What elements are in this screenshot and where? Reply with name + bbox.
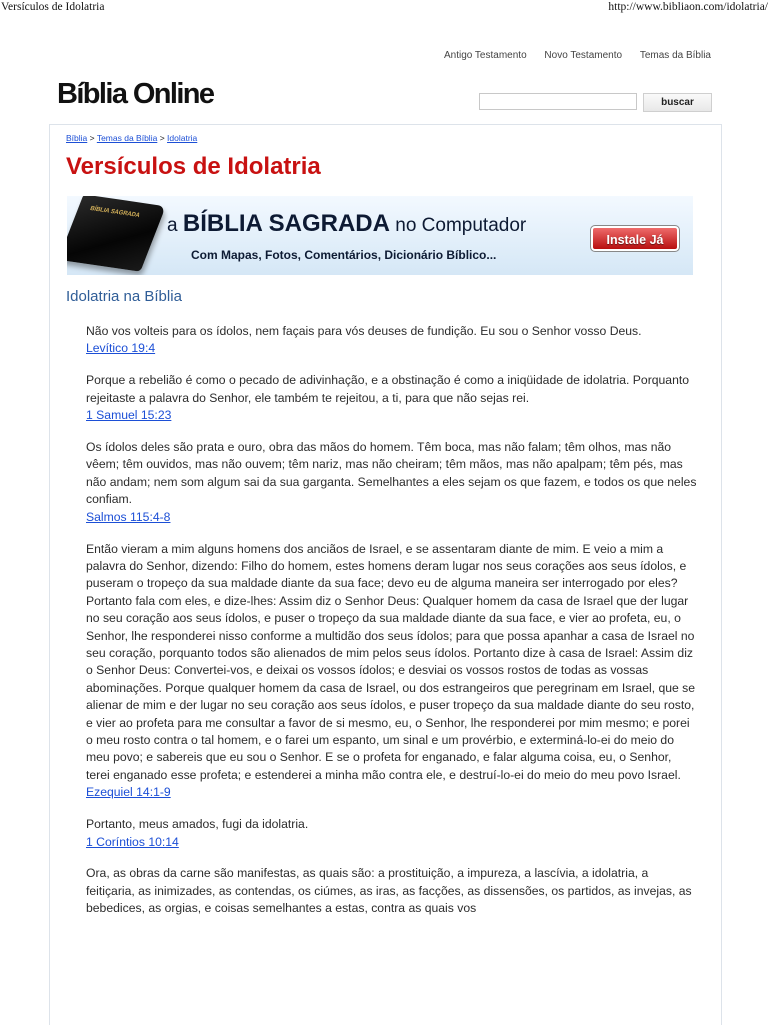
breadcrumb-separator: > (159, 133, 165, 143)
section-heading: Idolatria na Bíblia (66, 288, 182, 305)
breadcrumb-biblia[interactable]: Bíblia (66, 133, 88, 143)
breadcrumb-idolatria[interactable]: Idolatria (167, 133, 198, 143)
verse-text: Então vieram a mim alguns homens dos anciãos de Israel, e se assentaram diante de mim. E veio a mim a palavra do Senhor, dizendo: Filho do homem, estes homens deram lugar nos seus corações aos seus ídolos, e puseram o tropeço da sua maldade diante da sua face; devo eu de alguma maneira ser interrogado por eles? Portanto fala com eles, e dize-lhes: Assim diz o Senhor Deus: Qualquer homem da casa de Israel que der lugar no seu coração aos seus ídolos, e puser o tropeço da sua maldade diante da sua face, e vier ao profeta, eu, o Senhor, lhe responderei nisso conforme a multidão dos seus ídolos; para que possa apanhar a casa de Israel no seu coração, porquanto todos são alienados de mim pelos seus ídolos. Portanto dize à casa de Israel: Assim diz o Senhor Deus: Convertei-vos, e deixai os vossos ídolos; e desviai os vossos rostos de todas as vossas abominações. Porque qualquer homem da casa de Israel, ou dos estrangeiros que peregrinam em Israel, que se alienar de mim e der lugar no seu coração aos seus ídolos, e puser tropeço da sua maldade diante do seu rosto, e vier ao profeta para me consultar a favor de si mesmo, eu, o Senhor, lhe responderei por mim mesmo; e porei o meu rosto contra o tal homem, e o farei um espanto, um sinal e um provérbio, e exterminá-lo-ei do meio do meu povo; e sabereis que eu sou o Senhor. E se o profeta for enganado, e falar alguma coisa, eu, o Senhor, terei enganado esse profeta; e estenderei a minha mão contra ele, e destruí-lo-ei do meio do meu povo Israel. (86, 541, 696, 782)
verse-text: Portanto, meus amados, fugi da idolatria. (86, 817, 309, 832)
banner-headline-prefix: a (167, 215, 183, 236)
search-input[interactable] (479, 93, 637, 110)
verse-text: Os ídolos deles são prata e ouro, obra das mãos do homem. Têm boca, mas não falam; têm olhos, mas não vêem; têm ouvidos, mas não ouvem; têm nariz, mas não cheiram; têm mãos, mas não apalpam; têm pés, mas não andam; nem som algum sai da sua garganta. Semelhantes a eles sejam os que fazem, e todos os que neles confiam. (86, 440, 697, 507)
verse-text: Porque a rebelião é como o pecado de adivinhação, e a obstinação é como a iniqüidade de idolatria. Porquanto rejeitaste a palavra do Senhor, ele também te rejeitou, a ti, para que não sejas rei. (86, 373, 690, 405)
verse-item (86, 816, 698, 851)
search-button[interactable]: buscar (643, 93, 712, 112)
verse-reference-link[interactable]: Levítico 19:4 (86, 341, 156, 356)
breadcrumb-separator: > (89, 133, 95, 143)
site-logo[interactable]: Bíblia Online (57, 78, 214, 110)
software-banner[interactable] (67, 196, 693, 275)
verse-reference-link[interactable]: Ezequiel 14:1-9 (86, 785, 171, 800)
verse-list (86, 323, 698, 932)
verse-reference-link[interactable]: Salmos 115:4-8 (86, 509, 171, 524)
page-title: Versículos de Idolatria (66, 153, 321, 180)
verse-reference-link[interactable]: 1 Coríntios 10:14 (86, 834, 179, 849)
print-page-url: http://www.bibliaon.com/idolatria/ (608, 1, 768, 13)
top-nav (429, 50, 711, 61)
banner-headline (167, 210, 526, 238)
print-page-title: Versículos de Idolatria (1, 1, 105, 13)
content-panel (49, 124, 722, 1025)
verse-text: Não vos volteis para os ídolos, nem façais para vós deuses de fundição. Eu sou o Senhor vosso Deus. (86, 324, 642, 338)
verse-item (86, 372, 698, 424)
install-button[interactable]: Instale Já (591, 226, 679, 251)
nav-novo-testamento[interactable]: Novo Testamento (544, 50, 623, 61)
bible-book-image (67, 196, 166, 272)
print-header (0, 0, 768, 16)
nav-temas-da-biblia[interactable]: Temas da Bíblia (639, 50, 711, 61)
breadcrumb (66, 133, 197, 143)
verse-reference-link[interactable]: 1 Samuel 15:23 (86, 408, 172, 423)
verse-item (86, 323, 698, 358)
verse-item (86, 541, 698, 802)
book-cover-label: BÍBLIA SAGRADA (88, 205, 141, 220)
nav-antigo-testamento[interactable]: Antigo Testamento (443, 50, 527, 61)
verse-item (86, 865, 698, 917)
verse-text: Ora, as obras da carne são manifestas, as quais são: a prostituição, a impureza, a lascívia, a idolatria, a feitiçaria, as inimizades, as contendas, os ciúmes, as iras, as facções, as dissensões, os partidos, as invejas, as bebedices, as orgias, e coisas semelhantes a estas, contra as quais vos (86, 866, 692, 916)
banner-subline: Com Mapas, Fotos, Comentários, Dicionário Bíblico... (191, 248, 497, 262)
verse-item (86, 439, 698, 526)
banner-headline-suffix: no Computador (389, 215, 527, 236)
breadcrumb-temas[interactable]: Temas da Bíblia (96, 133, 158, 143)
banner-headline-strong: BÍBLIA SAGRADA (182, 210, 390, 237)
